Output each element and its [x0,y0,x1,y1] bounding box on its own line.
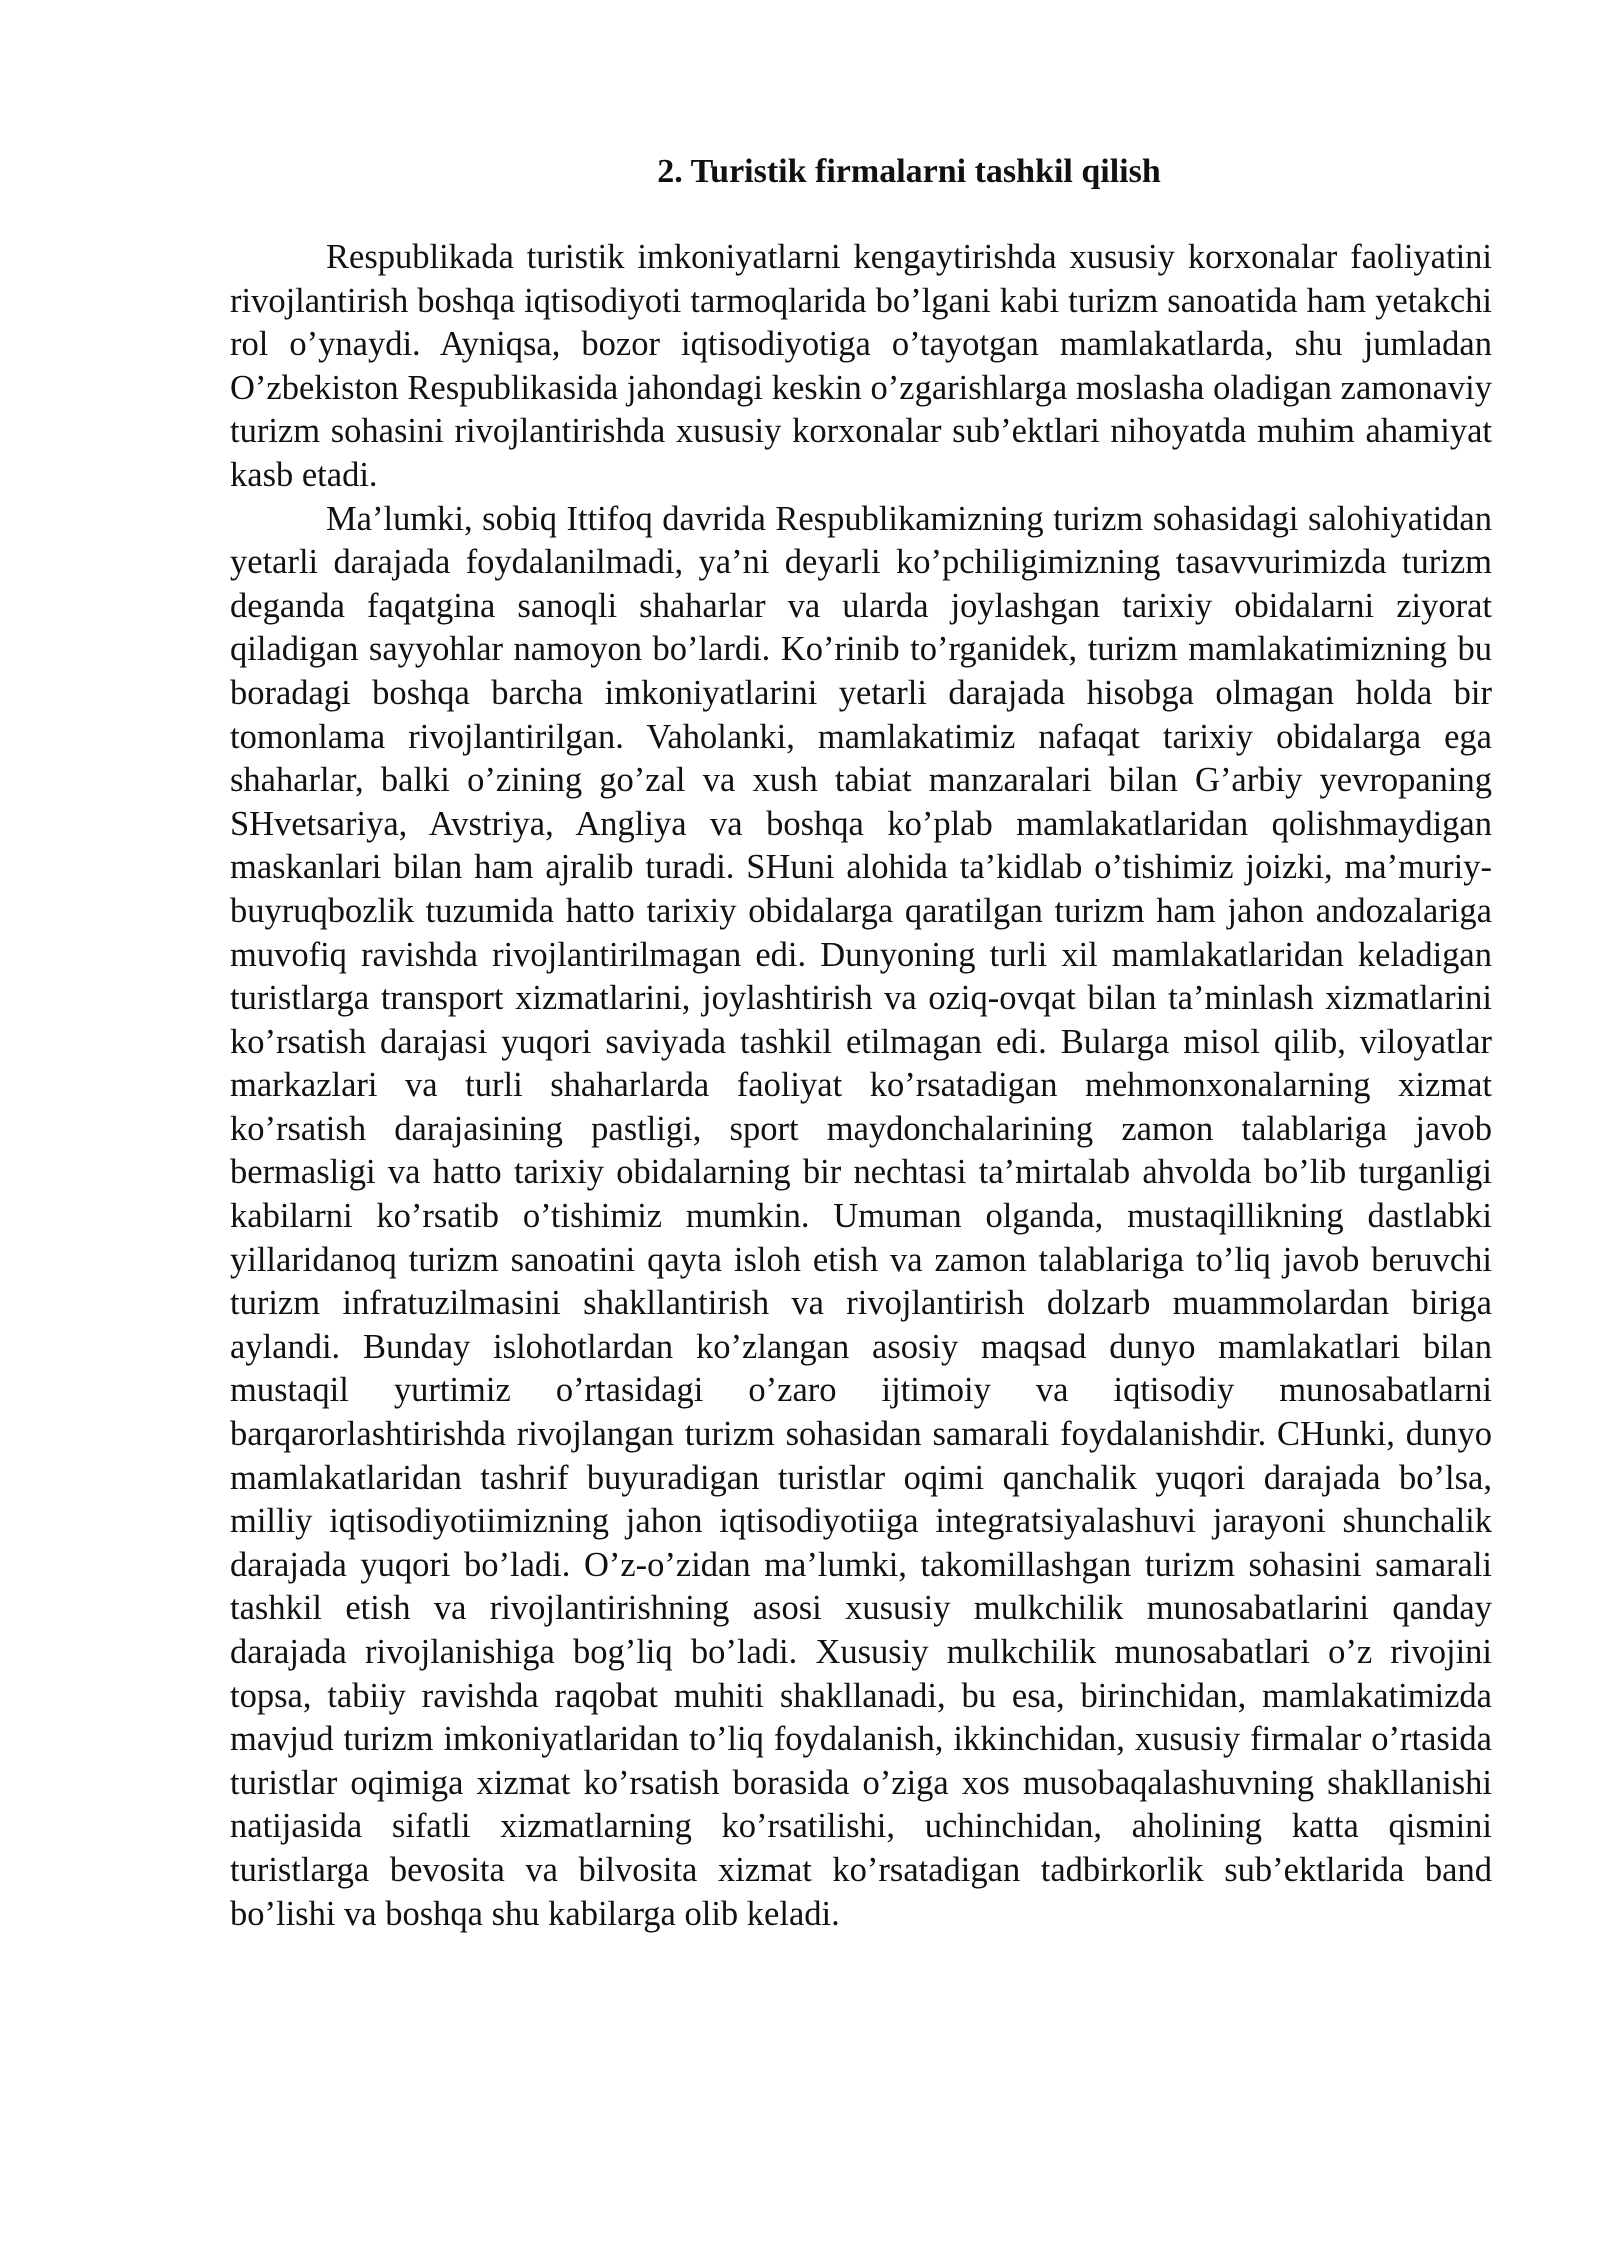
document-title: 2. Turistik firmalarni tashkil qilish [657,153,1161,190]
document-page [230,150,1492,1936]
paragraph-2: Ma’lumki, sobiq Ittifoq davrida Respublikamizning turizm sohasidagi salohiyatidan yetarli darajada foydalanilmadi, ya’ni deyarli ko’pchiligimizning tasavvurimizda turizm deganda faqatgina sanoqli shaharlar va ularda joylashgan tarixiy obidalarni ziyorat qiladigan sayyohlar namoyon bo’lardi. Ko’rinib to’rganidek, turizm mamlakatimizning bu boradagi boshqa barcha imkoniyatlarini yetarli darajada hisobga olmagan holda bir tomonlama rivojlantirilgan. Vaholanki, mamlakatimiz nafaqat tarixiy obidalarga ega shaharlar, balki o’zining go’zal va xush tabiat manzaralari bilan G’arbiy yevropaning SHvetsariya, Avstriya, Angliya va boshqa ko’plab mamlakatlaridan qolishmaydigan maskanlari bilan ham ajralib turadi. SHuni alohida ta’kidlab o’tishimiz joizki, ma’muriy-buyruqbozlik tuzumida hatto tarixiy obidalarga qaratilgan turizm ham jahon andozalariga muvofiq ravishda rivojlantirilmagan edi. Dunyoning turli xil mamlakatlaridan keladigan turistlarga transport xizmatlarini, joylashtirish va oziq-ovqat bilan ta’minlash xizmatlarini ko’rsatish darajasi yuqori saviyada tashkil etilmagan edi. Bularga misol qilib, viloyatlar markazlari va turli shaharlarda faoliyat ko’rsatadigan mehmonxonalarning xizmat ko’rsatish darajasining pastligi, sport maydonchalarining zamon talablariga javob bermasligi va hatto tarixiy obidalarning bir nechtasi ta’mirtalab ahvolda bo’lib turganligi kabilarni ko’rsatib o’tishimiz mumkin. Umuman olganda, mustaqillikning dastlabki yillaridanoq turizm sanoatini qayta isloh etish va zamon talablariga to’liq javob beruvchi turizm infratuzilmasini shakllantirish va rivojlantirish dolzarb muammolardan biriga aylandi. Bunday islohotlardan ko’zlangan asosiy maqsad dunyo mamlakatlari bilan mustaqil yurtimiz o’rtasidagi o’zaro ijtimoiy va iqtisodiy munosabatlarni barqarorlashtirishda rivojlangan turizm sohasidan samarali foydalanishdir. CHunki, dunyo mamlakatlaridan tashrif buyuradigan turistlar oqimi qanchalik yuqori darajada bo’lsa, milliy iqtisodiyotiimizning jahon iqtisodiyotiiga integratsiyalashuvi jarayoni shunchalik darajada yuqori bo’ladi. O’z-o’zidan ma’lumki, takomillashgan turizm sohasini samarali tashkil etish va rivojlantirishning asosi xususiy mulkchilik munosabatlarini qanday darajada rivojlanishiga bog’liq bo’ladi. Xususiy mulkchilik munosabatlari o’z rivojini topsa, tabiiy ravishda raqobat muhiti shakllanadi, bu esa, birinchidan, mamlakatimizda mavjud turizm imkoniyatlaridan to’liq foydalanish, ikkinchidan, xususiy firmalar o’rtasida turistlar oqimiga xizmat ko’rsatish borasida o’ziga xos musobaqalashuvning shakllanishi natijasida sifatli xizmatlarning ko’rsatilishi, uchinchidan, aholining katta qismini turistlarga bevosita va bilvosita xizmat ko’rsatadigan tadbirkorlik sub’ektlarida band bo’lishi va boshqa shu kabilarga olib keladi. [230,499,1492,1933]
paragraph-1: Respublikada turistik imkoniyatlarni kengaytirishda xususiy korxonalar faoliyatini rivojlantirish boshqa iqtisodiyoti tarmoqlarida bo’lgani kabi turizm sanoatida ham yetakchi rol o’ynaydi. Ayniqsa, bozor iqtisodiyotiga o’tayotgan mamlakatlarda, shu jumladan O’zbekiston Respublikasida jahondagi keskin o’zgarishlarga moslasha oladigan zamonaviy turizm sohasini rivojlantirishda xususiy korxonalar sub’ektlari nihoyatda muhim ahamiyat kasb etadi. [230,238,1492,494]
